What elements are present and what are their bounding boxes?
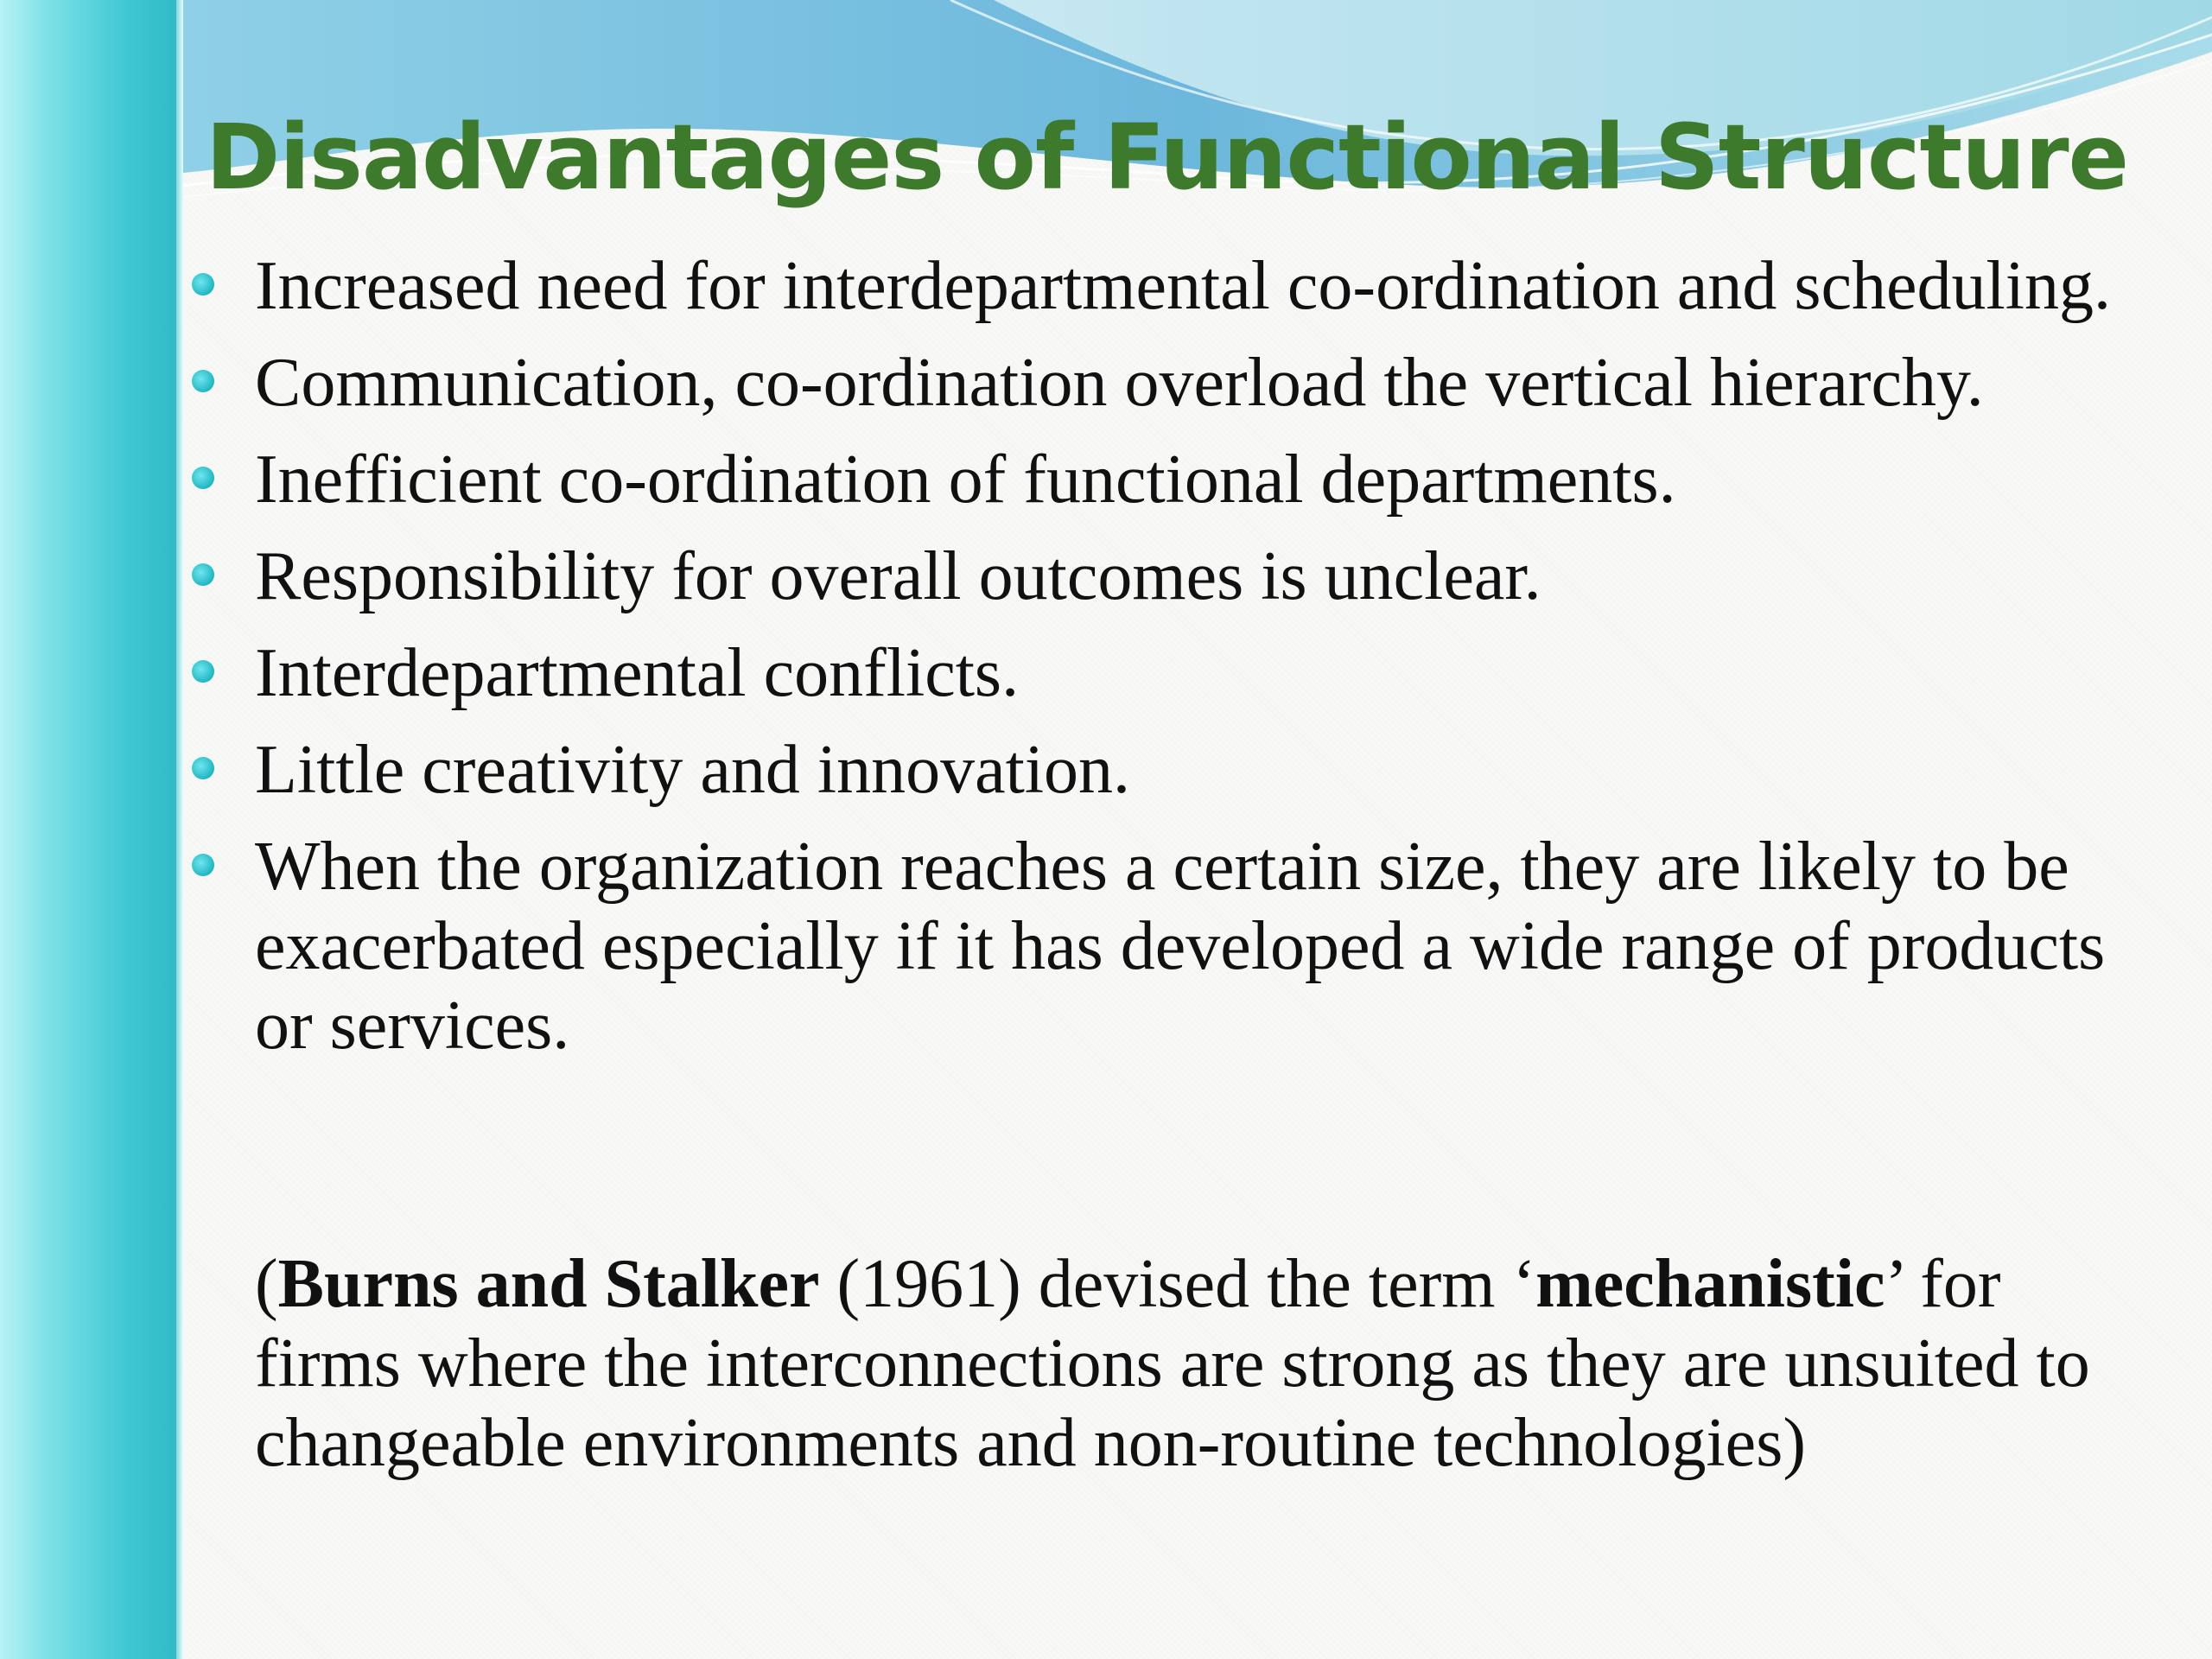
note-text-1: (1961) devised the term ‘ (819, 1246, 1536, 1322)
bullet-text: Interdepartmental conflicts. (255, 635, 1020, 711)
bullet-item (186, 827, 2139, 1065)
side-bar-decoration (0, 0, 183, 1659)
bullet-text: Inefficient co-ordination of functional departments. (255, 442, 1676, 518)
note-authors: Burns and Stalker (277, 1246, 820, 1322)
citation-note (255, 1244, 2156, 1483)
bullet-item (186, 633, 2139, 713)
bullet-dot-icon (192, 854, 214, 876)
note-open-paren: ( (255, 1246, 278, 1322)
bullet-item (186, 730, 2139, 810)
slide-title: Disadvantages of Functional Structure (206, 105, 2129, 210)
bullet-item (186, 537, 2139, 616)
bullet-item (186, 246, 2139, 326)
bullet-text: Responsibility for overall outcomes is unclear. (255, 538, 1541, 614)
bullet-dot-icon (192, 757, 214, 779)
bullet-text: Little creativity and innovation. (255, 732, 1131, 808)
bullet-text: Increased need for interdepartmental co-ordination and scheduling. (255, 248, 2112, 324)
bullet-dot-icon (192, 467, 214, 489)
bullet-item (186, 440, 2139, 519)
bullet-dot-icon (192, 563, 214, 586)
bullet-dot-icon (192, 370, 214, 392)
bullet-dot-icon (192, 660, 214, 683)
note-text-2: ’ for firms where the interconnections are strong as they are unsuited to changeable environments and non-routine technologies) (255, 1246, 2090, 1481)
note-term: mechanistic (1535, 1246, 1885, 1322)
bullet-item (186, 343, 2139, 423)
bullet-dot-icon (192, 273, 214, 296)
bullet-text: When the organization reaches a certain size, they are likely to be exacerbated especially if it has developed a wide range of products or services. (255, 829, 2106, 1064)
side-bar-edge (176, 0, 183, 1659)
bullet-text: Communication, co-ordination overload the vertical hierarchy. (255, 345, 1984, 421)
bullet-list (186, 246, 2139, 1083)
